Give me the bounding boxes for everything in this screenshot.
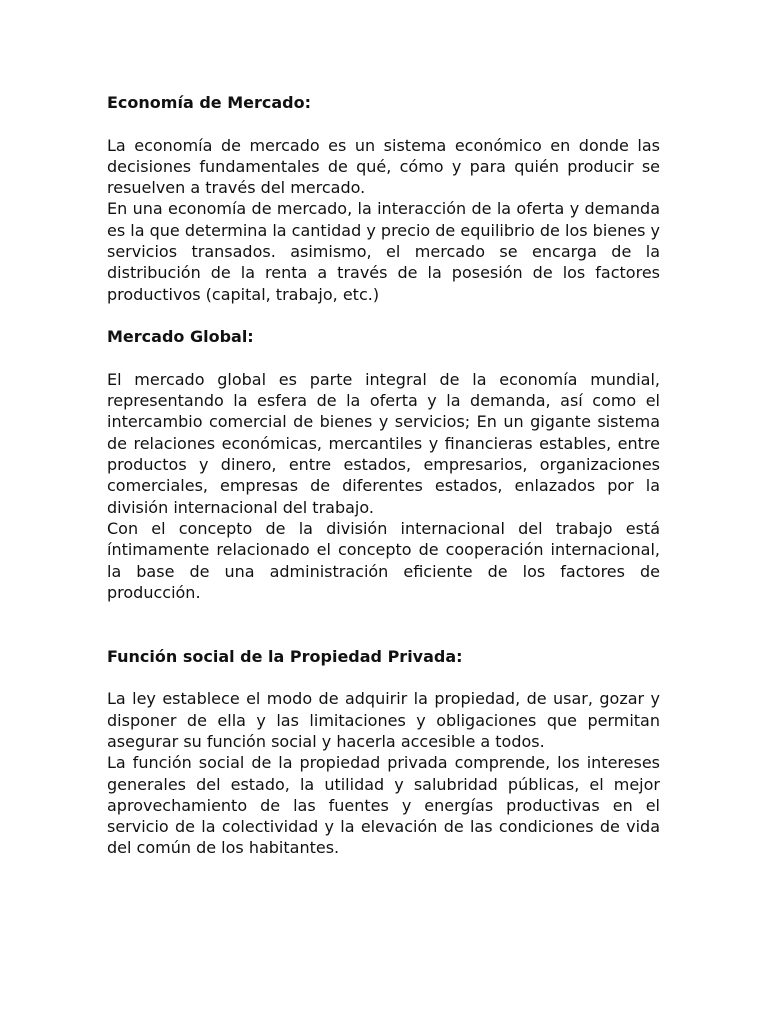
paragraph: La economía de mercado es un sistema económico en donde las decisiones fundamentales de qué, cómo y para quién producir se resuelven a través del mercado.	[107, 135, 660, 198]
section-mercado-global	[107, 326, 660, 603]
paragraph: Con el concepto de la división internacional del trabajo está íntimamente relacionado el concepto de cooperación internacional, la base de una administración eficiente de los factores de producción.	[107, 518, 660, 602]
paragraph: La función social de la propiedad privada comprende, los intereses generales del estado, la utilidad y salubridad públicas, el mejor aprovechamiento de las fuentes y energías productivas en el servicio de la colectividad y la elevación de las condiciones de vida del común de los habitantes.	[107, 753, 660, 858]
section-heading: Economía de Mercado:	[107, 93, 311, 112]
section-economia-de-mercado	[107, 92, 660, 305]
section-heading: Mercado Global:	[107, 327, 254, 347]
paragraph: En una economía de mercado, la interacción de la oferta y demanda es la que determina la cantidad y precio de equilibrio de los bienes y servicios transados. asimismo, el mercado se encarga de la distribución de la renta a través de la posesión de los factores productivos (capital, trabajo, etc.)	[107, 199, 660, 304]
document-page	[107, 92, 660, 859]
section-funcion-social	[107, 646, 660, 859]
section-heading: Función social de la Propiedad Privada:	[107, 646, 463, 666]
paragraph: La ley establece el modo de adquirir la propiedad, de usar, gozar y disponer de ella y las limitaciones y obligaciones que permitan asegurar su función social y hacerla accesible a todos.	[107, 689, 660, 751]
paragraph: El mercado global es parte integral de la economía mundial, representando la esfera de la oferta y la demanda, así como el intercambio comercial de bienes y servicios; En un gigante sistema de relaciones económicas, mercantiles y financieras estables, entre productos y dinero, entre estados, empresarios, organizaciones comerciales, empresas de diferentes estados, enlazados por la división internacional del trabajo.	[107, 369, 660, 517]
